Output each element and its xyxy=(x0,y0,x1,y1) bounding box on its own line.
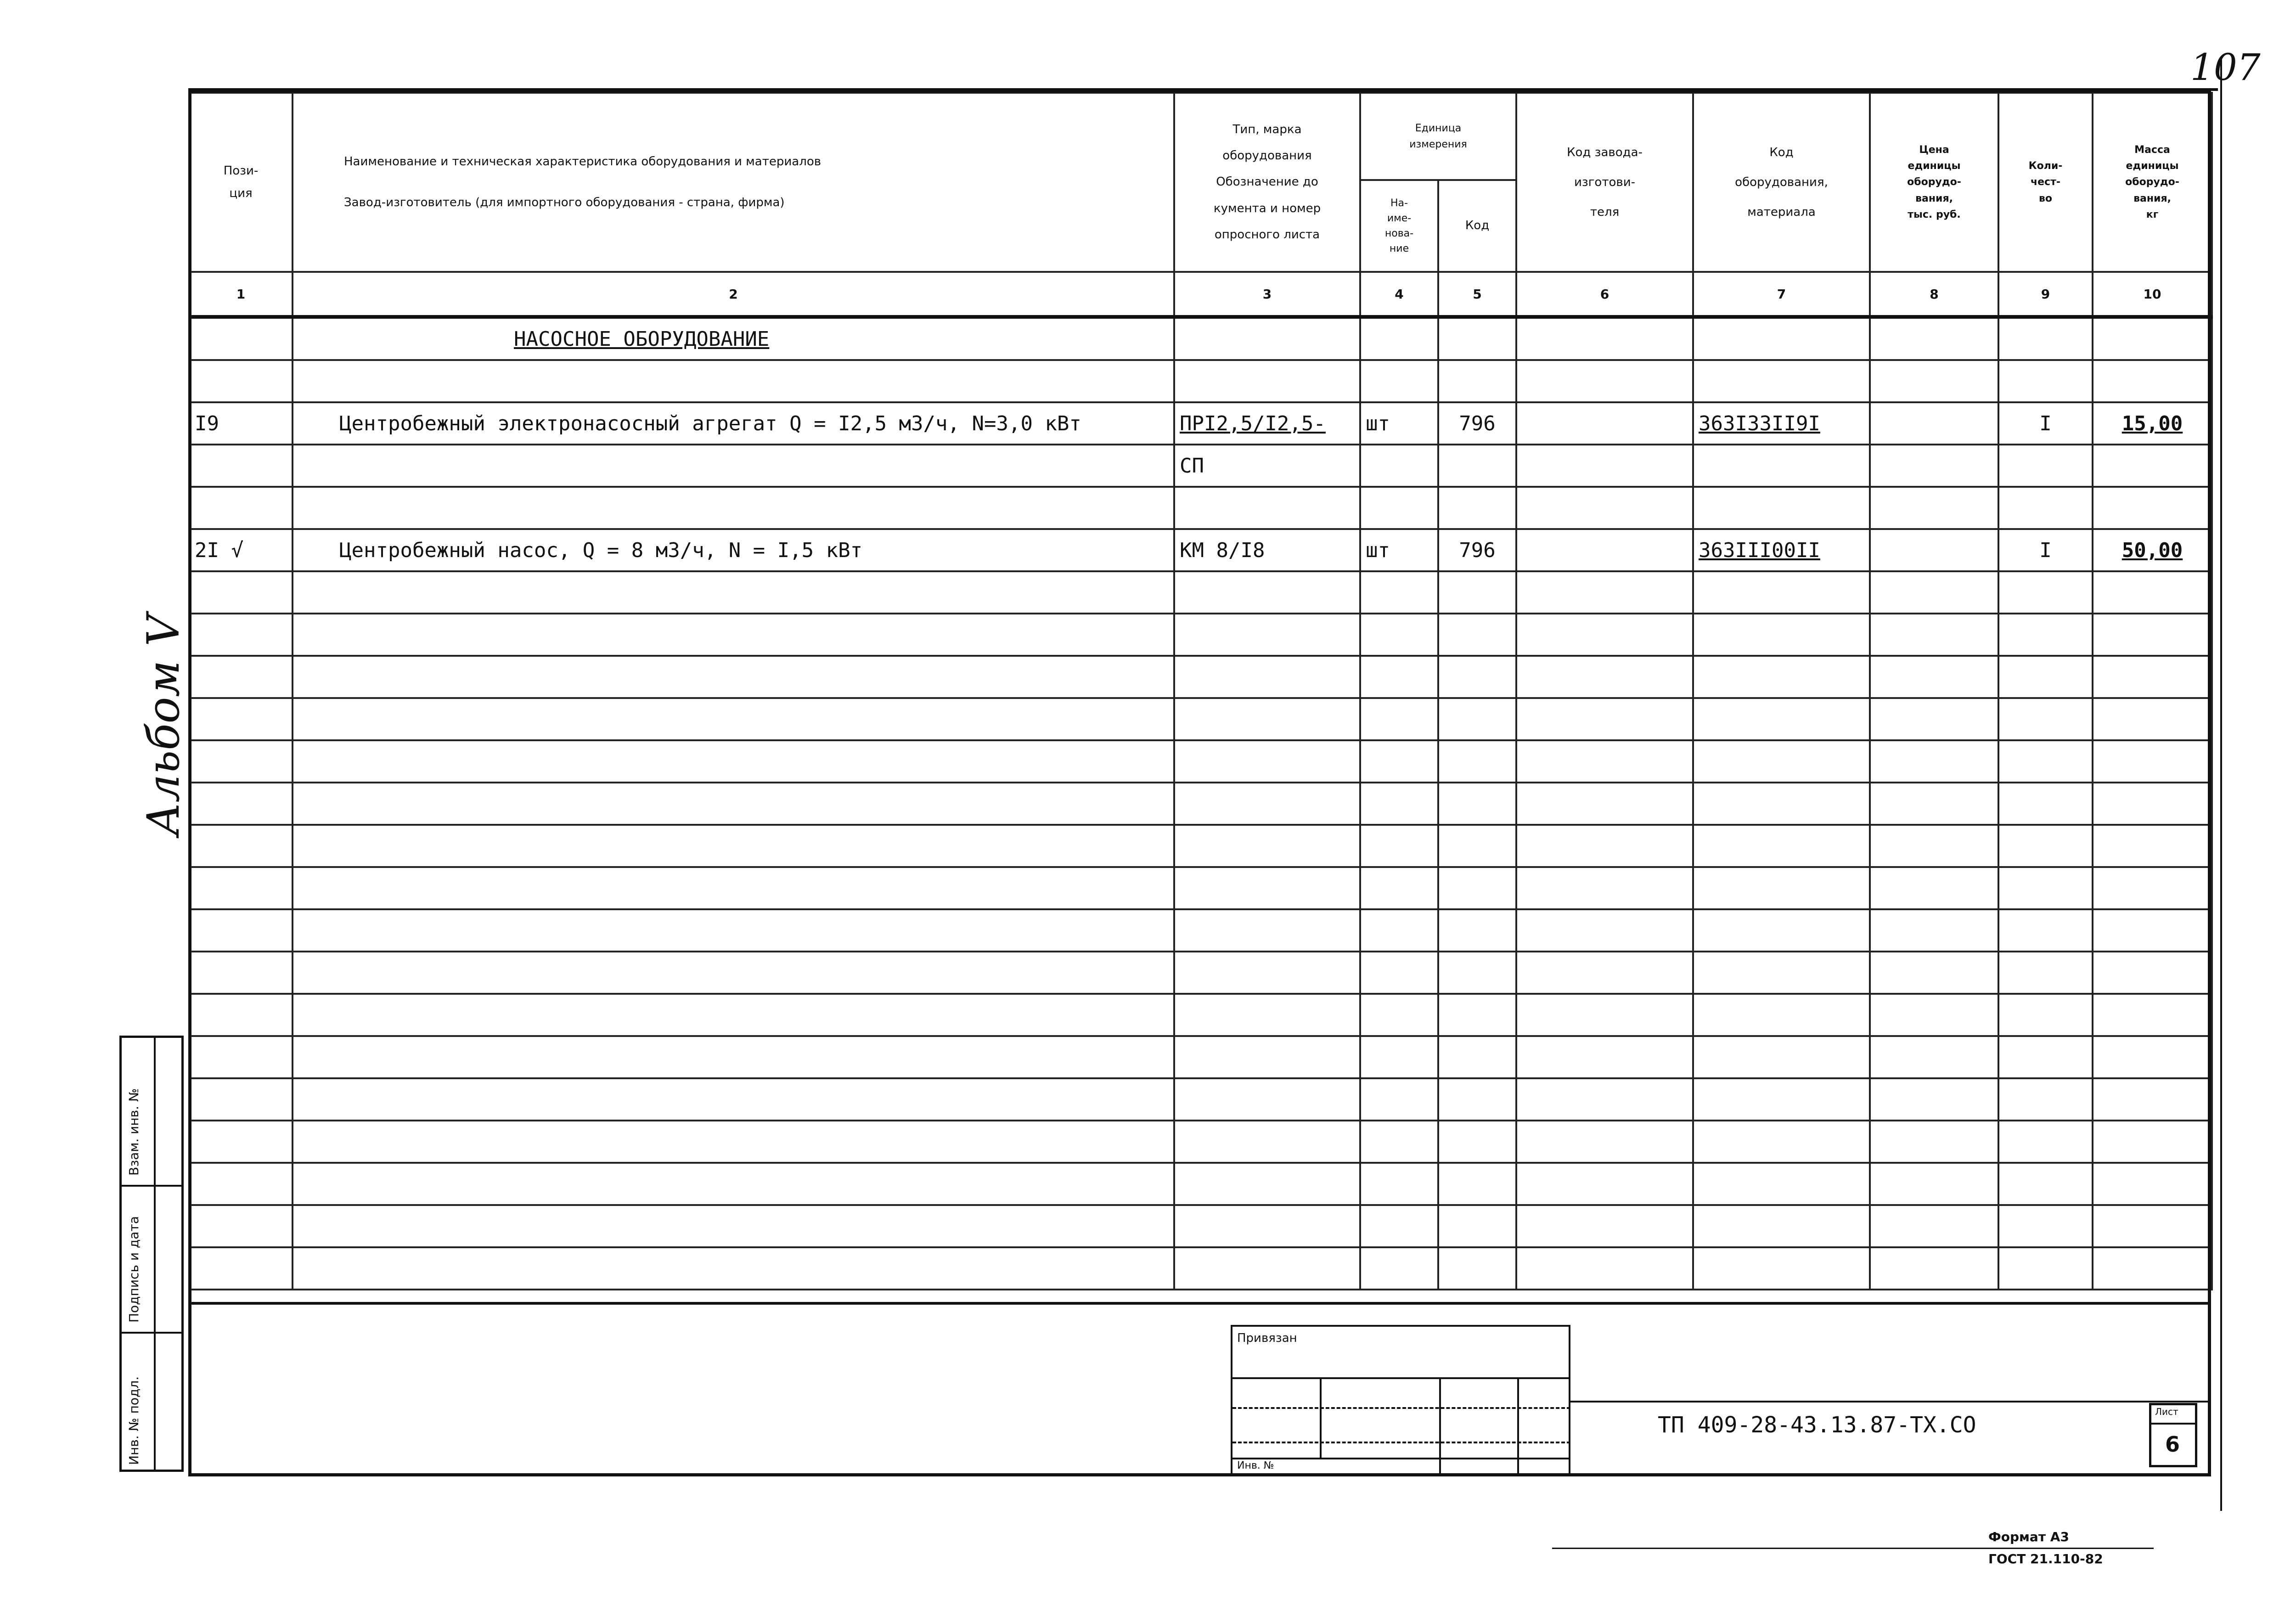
header-mass: Масса единицы оборудо- вания, кг xyxy=(2093,93,2212,272)
header-quantity: Коли- чест- во xyxy=(1998,93,2093,272)
header-equipment-code: Код оборудования, материала xyxy=(1693,93,1870,272)
header-unit-name: На- име- нова- ние xyxy=(1360,180,1438,272)
title-block-top-line xyxy=(188,1302,2211,1305)
doc-code-line xyxy=(1570,1401,2211,1403)
header-maker-code: Код завода- изготови- теля xyxy=(1516,93,1693,272)
header-unit-code: Код xyxy=(1438,180,1516,272)
sheet-number: 6 xyxy=(2165,1432,2180,1457)
gost-label: ГОСТ 21.110-82 xyxy=(1988,1551,2103,1566)
side-album-note: Альбом V xyxy=(138,614,189,836)
header-unit-group: Единица измерения xyxy=(1360,93,1516,180)
side-stamp-column xyxy=(119,1036,184,1472)
format-label: Формат А3 xyxy=(1988,1529,2069,1544)
table-row-continuation: СП xyxy=(189,445,2212,487)
section-title: НАСОСНОЕ ОБОРУДОВАНИЕ xyxy=(293,317,1174,360)
header-position: Пози- ция xyxy=(189,93,293,272)
table-row: I9 Центробежный электронасосный агрегат Q = I2,5 м3/ч, N=3,0 кВт ПРI2,5/I2,5- шт 796 363I33II9I I 15,00 xyxy=(189,402,2212,445)
header-name: Наименование и техническая характеристика оборудования и материалов Завод-изготовитель (для импортного оборудования - страна, фирма) xyxy=(293,93,1174,272)
stamp-inv-original: Инв. № подл. xyxy=(126,1376,141,1465)
sheet-label: Лист xyxy=(2155,1406,2178,1417)
stamp-replace-inv: Взам. инв. № xyxy=(126,1088,141,1176)
table-row: 2I √ Центробежный насос, Q = 8 м3/ч, N = I,5 кВт КМ 8/I8 шт 796 363III00II I 50,00 xyxy=(189,529,2212,571)
frame-right-edge xyxy=(2220,60,2222,1511)
sheet-box xyxy=(2149,1403,2197,1467)
page-number: 107 xyxy=(2190,46,2261,89)
attached-stamp-box xyxy=(1231,1325,1570,1476)
attached-label: Привязан xyxy=(1237,1331,1297,1345)
drawing-frame xyxy=(188,90,2211,1476)
inv-no-label: Инв. № xyxy=(1237,1460,1274,1471)
document-code: ТП 409-28-43.13.87-ТХ.СО xyxy=(1658,1412,1976,1438)
header-price: Цена единицы оборудо- вания, тыс. руб. xyxy=(1870,93,1998,272)
header-type: Тип, марка оборудования Обозначение до кумента и номер опросного листа xyxy=(1174,93,1360,272)
footer-line xyxy=(1552,1548,2154,1549)
column-numbers-row: 1 2 3 4 5 6 7 8 9 10 xyxy=(189,272,2212,317)
stamp-signature-date: Подпись и дата xyxy=(126,1216,141,1323)
